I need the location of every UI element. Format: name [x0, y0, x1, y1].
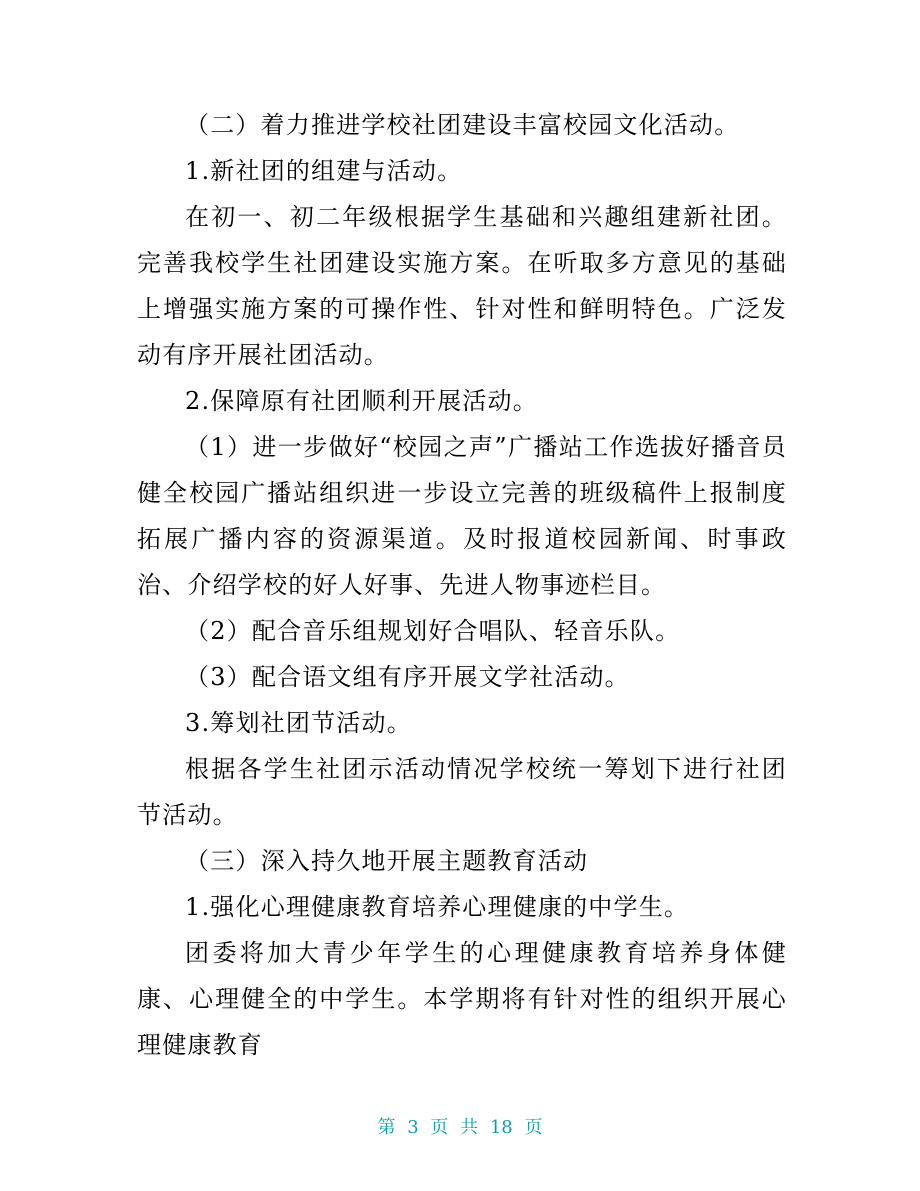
paragraph-literature-club: （3）配合语文组有序开展文学社活动。	[185, 663, 630, 691]
section-heading-2: （二）着力推进学校社团建设丰富校园文化活动。	[185, 111, 740, 139]
paragraph-mental-health: 团委将加大青少年学生的心理健康教育培养身体健康、心理健全的中学生。本学期将有针对性的组织开展心理健康教育	[137, 939, 787, 1059]
document-body	[137, 102, 787, 1068]
paragraph-club-festival: 根据各学生社团示活动情况学校统一筹划下进行社团节活动。	[137, 755, 787, 829]
subheading-mental-health: 1.强化心理健康教育培养心理健康的中学生。	[185, 893, 690, 921]
paragraph-radio-station: （1）进一步做好“校园之声”广播站工作选拔好播音员健全校园广播站组织进一步设立完善的班级稿件上报制度拓展广播内容的资源渠道。及时报道校园新闻、时事政治、介绍学校的好人好事、先进人物事迹栏目。	[137, 433, 787, 599]
subheading-existing-clubs: 2.保障原有社团顺利开展活动。	[185, 387, 538, 415]
paragraph-music-group: （2）配合音乐组规划好合唱队、轻音乐队。	[185, 617, 681, 645]
subheading-new-clubs: 1.新社团的组建与活动。	[185, 157, 463, 185]
section-heading-3: （三）深入持久地开展主题教育活动	[185, 847, 589, 875]
subheading-club-festival: 3.筹划社团节活动。	[185, 709, 412, 737]
paragraph-new-clubs: 在初一、初二年级根据学生基础和兴趣组建新社团。完善我校学生社团建设实施方案。在听取多方意见的基础上增强实施方案的可操作性、针对性和鲜明特色。广泛发动有序开展社团活动。	[137, 203, 787, 369]
page-number-footer: 第 3 页 共 18 页	[377, 1117, 543, 1138]
